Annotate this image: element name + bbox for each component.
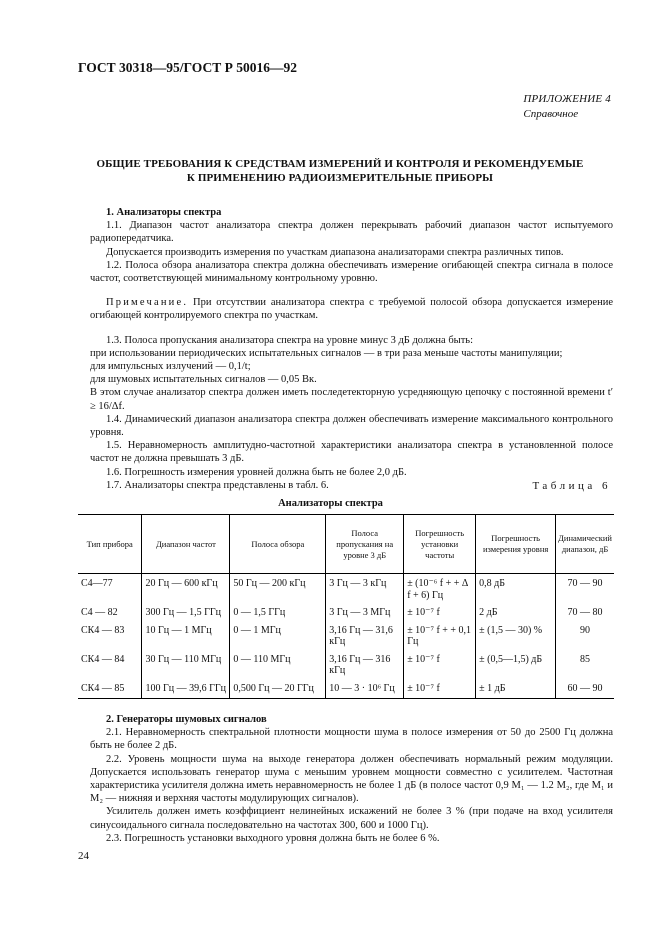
note-label: Примечание. [106, 297, 189, 309]
para-1-3d: В этом случае анализатор спектра должен иметь последетекторную усредняющую цепочку с постоянной времени t′ ≥ 16/Δf. [90, 387, 613, 412]
col-header: Динамический диапазон, дБ [556, 515, 614, 574]
para-1-2: 1.2. Полоса обзора анализатора спектра должна обеспечивать измерение огибающей спектра сигнала в полосе частот, соответствующей минимальному контрольному уровню. [90, 259, 613, 285]
table-cell: 100 Гц — 39,6 ГГц [142, 679, 230, 699]
table-cell: 60 — 90 [556, 679, 614, 699]
para-2-2: 2.2. Уровень мощности шума на выходе генератора должен обеспечивать нормальный режим модуляции. Допускается использовать генератор шума с меньшим уровнем мощности совместно с усилителем. Частотная характеристика усилителя должна иметь неравномерность не более 1 дБ (в полосе частот 0,9 M₁ — 1.2 M₂, где M₁ и M₂ — нижняя и верхняя частоты модулирующих сигналов). [90, 753, 613, 805]
table-row [78, 621, 614, 650]
table-cell: ± (10⁻⁶ f + + Δ f + 6) Гц [404, 574, 476, 604]
para-1-6: 1.6. Погрешность измерения уровней должна быть не более 2,0 дБ. [106, 466, 407, 478]
col-header: Полоса обзора [230, 515, 326, 574]
col-header: Диапазон частот [142, 515, 230, 574]
table-cell: 0 — 1,5 ГГц [230, 603, 326, 621]
table-cell: 3 Гц — 3 кГц [326, 574, 404, 604]
table-cell: 30 Гц — 110 МГц [142, 650, 230, 679]
table-cell: ± (1,5 — 30) % [476, 621, 556, 650]
para-1-7: 1.7. Анализаторы спектра представлены в табл. 6. [106, 479, 329, 491]
document-header: ГОСТ 30318—95/ГОСТ Р 50016—92 [78, 60, 297, 75]
table-cell: 300 Гц — 1,5 ГГц [142, 603, 230, 621]
col-header: Погрешность установки частоты [404, 515, 476, 574]
appendix-block [523, 92, 611, 122]
table-header-row [78, 515, 614, 574]
para-2-1: 2.1. Неравномерность спектральной плотности мощности шума в полосе измерения от 50 до 2500 Гц должна быть не более 2 дБ. [90, 727, 613, 752]
table-cell: 10 — 3 · 10⁶ Гц [326, 679, 404, 699]
table-cell: СК4 — 83 [81, 624, 125, 636]
section-1 [90, 206, 613, 492]
para-1-4: 1.4. Динамический диапазон анализатора спектра должен обеспечивать измерение максимального контрольного уровня. [90, 413, 613, 439]
note-text: При отсутствии анализатора спектра с требуемой полосой обзора допускается измерение огибающей контролируемого спектра по участкам. [90, 297, 613, 322]
para-1-3b: для импульсных излучений — 0,1/t; [90, 361, 251, 373]
table-cell: 0,500 Гц — 20 ГГц [230, 679, 326, 699]
table-cell: 85 [556, 650, 614, 679]
col-header: Тип прибора [78, 515, 142, 574]
table-row [78, 679, 614, 699]
table-caption: Таблица 6 [532, 480, 611, 492]
para-2-2b: Усилитель должен иметь коэффициент нелинейных искажений не более 3 % (при подаче на вход усилителя синусоидального сигнала последовательно на частотах 300, 600 и 1000 Гц). [90, 806, 613, 831]
section-2 [90, 713, 613, 845]
para-1-1: 1.1. Диапазон частот анализатора спектра должен перекрывать рабочий диапазон частот испытуемого радиопередатчика. [90, 220, 613, 245]
appendix-label: ПРИЛОЖЕНИЕ 4 [523, 93, 611, 105]
page-number: 24 [78, 850, 89, 862]
appendix-type: Справочное [523, 108, 579, 120]
note [90, 296, 613, 322]
table-cell: 50 Гц — 200 кГц [230, 574, 326, 604]
section-1-heading: 1. Анализаторы спектра [106, 207, 222, 218]
para-1-3c: для шумовых испытательных сигналов — 0,05 Bк. [90, 374, 317, 386]
table-cell: ± 10⁻⁷ f [404, 679, 476, 699]
table-cell: С4 — 82 [81, 607, 118, 618]
spectrum-analyzers-table [78, 514, 614, 699]
para-2-3: 2.3. Погрешность установки выходного уровня должна быть не более 6 %. [106, 832, 440, 844]
title-line-2: К ПРИМЕНЕНИЮ РАДИОИЗМЕРИТЕЛЬНЫЕ ПРИБОРЫ [186, 172, 494, 184]
table-cell: 0 — 1 МГц [230, 621, 326, 650]
table-cell: 70 — 90 [556, 574, 614, 604]
table-cell: 3,16 Гц — 31,6 кГц [326, 621, 404, 650]
table-cell: ± (0,5—1,5) дБ [476, 650, 556, 679]
table-cell: ± 1 дБ [476, 679, 556, 699]
para-1-3a: при использовании периодических испытательных сигналов — в три раза меньше частоты манипуляции; [90, 347, 563, 359]
table-cell: СК4 — 84 [81, 653, 125, 665]
table-cell: 10 Гц — 1 МГц [142, 621, 230, 650]
table-cell: 90 [556, 621, 614, 650]
table-cell: С4—77 [81, 578, 113, 589]
section-title [90, 157, 590, 185]
table-cell: 70 — 80 [556, 603, 614, 621]
col-header: Погрешность измерения уровня [476, 515, 556, 574]
table-row [78, 650, 614, 679]
table-cell: 20 Гц — 600 кГц [142, 574, 230, 604]
para-1-3: 1.3. Полоса пропускания анализатора спектра на уровне минус 3 дБ должна быть: [106, 334, 474, 346]
table-cell: ± 10⁻⁷ f [404, 650, 476, 679]
table-row [78, 603, 614, 621]
table-row [78, 574, 614, 604]
col-header: Полоса пропускания на уровне 3 дБ [326, 515, 404, 574]
table-cell: 0,8 дБ [476, 574, 556, 604]
para-1-1b: Допускается производить измерения по участкам диапазона анализаторами спектра различных типов. [106, 246, 564, 258]
table-cell: 3 Гц — 3 МГц [326, 603, 404, 621]
table-cell: ± 10⁻⁷ f [404, 603, 476, 621]
table-title: Анализаторы спектра [278, 498, 383, 509]
table-cell: 0 — 110 МГц [230, 650, 326, 679]
para-1-5: 1.5. Неравномерность амплитудно-частотной характеристики анализатора спектра в установленной полосе частот не должна превышать 3 дБ. [90, 440, 613, 465]
title-line-1: ОБЩИЕ ТРЕБОВАНИЯ К СРЕДСТВАМ ИЗМЕРЕНИЙ И КОНТРОЛЯ И РЕКОМЕНДУЕМЫЕ [96, 158, 584, 170]
table-cell: ± 10⁻⁷ f + + 0,1 Гц [404, 621, 476, 650]
section-2-heading: 2. Генераторы шумовых сигналов [106, 714, 267, 725]
table-cell: 3,16 Гц — 316 кГц [326, 650, 404, 679]
table-cell: СК4 — 85 [78, 679, 142, 699]
table-cell: 2 дБ [476, 603, 556, 621]
